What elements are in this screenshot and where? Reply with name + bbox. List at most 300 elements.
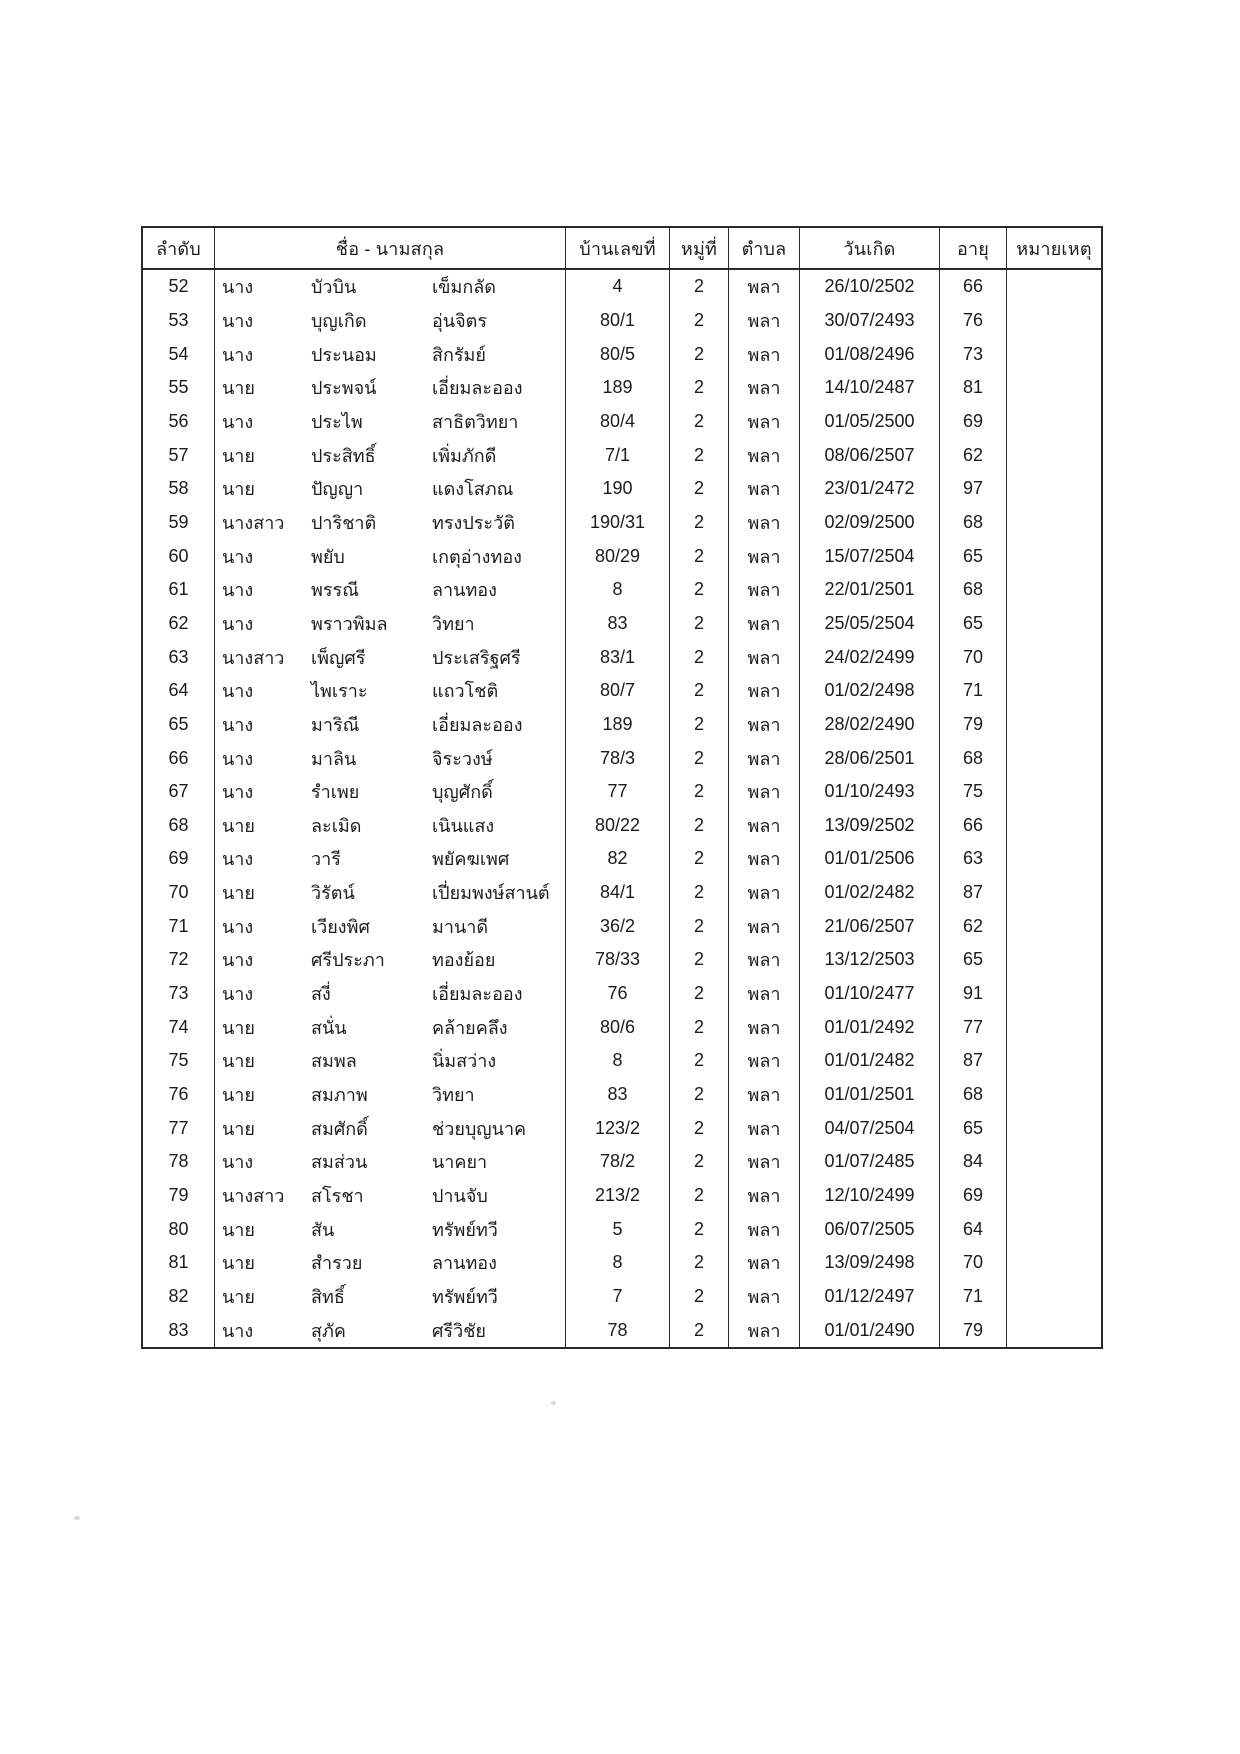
house-number-cell: 78 <box>566 1313 670 1347</box>
last-name: เปี่ยมพงษ์สานต์ <box>432 883 550 904</box>
last-name: มานาดี <box>432 916 489 937</box>
village-number-cell: 2 <box>670 909 729 943</box>
table-row <box>143 371 1101 405</box>
name-title: นาย <box>222 1085 255 1106</box>
age-cell: 62 <box>940 909 1007 943</box>
birthdate-cell: 15/07/2504 <box>800 539 940 573</box>
row-number-cell: 66 <box>143 741 215 775</box>
row-number-cell: 78 <box>143 1145 215 1179</box>
row-number-cell: 62 <box>143 607 215 641</box>
house-number-cell: 189 <box>566 371 670 405</box>
house-number-cell: 190 <box>566 472 670 506</box>
row-number-cell: 52 <box>143 270 215 304</box>
birthdate-cell: 01/10/2493 <box>800 775 940 809</box>
birthdate-cell: 13/09/2502 <box>800 809 940 843</box>
subdistrict-cell: พลา <box>729 1010 800 1044</box>
name-title: นางสาว <box>222 512 285 533</box>
remarks-cell <box>1007 876 1101 910</box>
first-name: วิรัตน์ <box>311 883 355 904</box>
table-row <box>143 943 1101 977</box>
name-title: นาย <box>222 815 255 836</box>
age-cell: 81 <box>940 371 1007 405</box>
table-row <box>143 708 1101 742</box>
subdistrict-cell: พลา <box>729 438 800 472</box>
name-title: นาง <box>222 714 254 735</box>
house-number-cell: 80/29 <box>566 539 670 573</box>
remarks-cell <box>1007 270 1101 304</box>
header-subdistrict: ตำบล <box>729 228 800 268</box>
birthdate-cell: 02/09/2500 <box>800 506 940 540</box>
table-row <box>143 1044 1101 1078</box>
row-number-cell: 57 <box>143 438 215 472</box>
last-name: ทรงประวัติ <box>432 512 515 533</box>
first-name: วารี <box>311 849 341 870</box>
last-name: เพิ่มภักดี <box>432 445 497 466</box>
name-title: นาย <box>222 445 255 466</box>
birthdate-cell: 28/02/2490 <box>800 708 940 742</box>
last-name: ลานทอง <box>432 1253 497 1274</box>
remarks-cell <box>1007 472 1101 506</box>
remarks-cell <box>1007 405 1101 439</box>
remarks-cell <box>1007 842 1101 876</box>
age-cell: 65 <box>940 607 1007 641</box>
age-cell: 62 <box>940 438 1007 472</box>
name-cell <box>215 1313 566 1347</box>
header-village-number: หมู่ที่ <box>670 228 729 268</box>
last-name: ทรัพย์ทวี <box>432 1219 498 1240</box>
age-cell: 97 <box>940 472 1007 506</box>
age-cell: 79 <box>940 708 1007 742</box>
table-row <box>143 270 1101 304</box>
last-name: คล้ายคลึง <box>432 1017 508 1038</box>
name-title: นาย <box>222 479 255 500</box>
name-title: นาง <box>222 546 254 567</box>
subdistrict-cell: พลา <box>729 405 800 439</box>
table-row <box>143 1078 1101 1112</box>
age-cell: 84 <box>940 1145 1007 1179</box>
first-name: ประสิทธิ์ <box>311 445 376 466</box>
row-number-cell: 63 <box>143 640 215 674</box>
name-title: นางสาว <box>222 647 285 668</box>
name-cell <box>215 1212 566 1246</box>
name-title: นาง <box>222 613 254 634</box>
house-number-cell: 80/22 <box>566 809 670 843</box>
house-number-cell: 84/1 <box>566 876 670 910</box>
row-number-cell: 80 <box>143 1212 215 1246</box>
table-row <box>143 438 1101 472</box>
birthdate-cell: 01/01/2492 <box>800 1010 940 1044</box>
remarks-cell <box>1007 1246 1101 1280</box>
birthdate-cell: 01/05/2500 <box>800 405 940 439</box>
name-cell <box>215 1111 566 1145</box>
table-row <box>143 640 1101 674</box>
table-row <box>143 539 1101 573</box>
table-row <box>143 977 1101 1011</box>
name-title: นาง <box>222 984 254 1005</box>
birthdate-cell: 01/08/2496 <box>800 337 940 371</box>
last-name: บุญศักดิ์ <box>432 782 493 803</box>
subdistrict-cell: พลา <box>729 1179 800 1213</box>
first-name: บัวบิน <box>311 277 357 298</box>
scan-speck <box>74 1516 80 1520</box>
subdistrict-cell: พลา <box>729 775 800 809</box>
village-number-cell: 2 <box>670 270 729 304</box>
subdistrict-cell: พลา <box>729 1280 800 1314</box>
row-number-cell: 64 <box>143 674 215 708</box>
village-number-cell: 2 <box>670 708 729 742</box>
age-cell: 66 <box>940 270 1007 304</box>
name-cell <box>215 270 566 304</box>
remarks-cell <box>1007 640 1101 674</box>
first-name: สมพล <box>311 1051 357 1072</box>
name-cell <box>215 337 566 371</box>
name-title: นาง <box>222 411 254 432</box>
village-number-cell: 2 <box>670 1010 729 1044</box>
house-number-cell: 7/1 <box>566 438 670 472</box>
name-cell <box>215 1010 566 1044</box>
house-number-cell: 77 <box>566 775 670 809</box>
name-title: นาย <box>222 378 255 399</box>
remarks-cell <box>1007 1010 1101 1044</box>
name-cell <box>215 1145 566 1179</box>
table-row <box>143 1145 1101 1179</box>
subdistrict-cell: พลา <box>729 1078 800 1112</box>
subdistrict-cell: พลา <box>729 1145 800 1179</box>
age-cell: 71 <box>940 674 1007 708</box>
birthdate-cell: 01/01/2501 <box>800 1078 940 1112</box>
first-name: พยับ <box>311 546 345 567</box>
table-row <box>143 607 1101 641</box>
last-name: วิทยา <box>432 1085 475 1106</box>
subdistrict-cell: พลา <box>729 977 800 1011</box>
birthdate-cell: 12/10/2499 <box>800 1179 940 1213</box>
birthdate-cell: 01/01/2506 <box>800 842 940 876</box>
first-name: สมส่วน <box>311 1152 368 1173</box>
first-name: ละเมิด <box>311 815 362 836</box>
table-row <box>143 842 1101 876</box>
subdistrict-cell: พลา <box>729 1246 800 1280</box>
first-name: สัน <box>311 1219 335 1240</box>
subdistrict-cell: พลา <box>729 876 800 910</box>
birthdate-cell: 08/06/2507 <box>800 438 940 472</box>
house-number-cell: 80/1 <box>566 304 670 338</box>
last-name: แถวโชติ <box>432 681 499 702</box>
remarks-cell <box>1007 809 1101 843</box>
name-cell <box>215 1246 566 1280</box>
remarks-cell <box>1007 573 1101 607</box>
first-name: เวียงพิศ <box>311 916 370 937</box>
birthdate-cell: 04/07/2504 <box>800 1111 940 1145</box>
subdistrict-cell: พลา <box>729 337 800 371</box>
subdistrict-cell: พลา <box>729 842 800 876</box>
table-row <box>143 909 1101 943</box>
last-name: เอี่ยมละออง <box>432 984 523 1005</box>
house-number-cell: 190/31 <box>566 506 670 540</box>
age-cell: 70 <box>940 640 1007 674</box>
name-title: นาง <box>222 344 254 365</box>
subdistrict-cell: พลา <box>729 304 800 338</box>
header-birthdate: วันเกิด <box>800 228 940 268</box>
name-cell <box>215 472 566 506</box>
last-name: สิกรัมย์ <box>432 344 486 365</box>
house-number-cell: 8 <box>566 1246 670 1280</box>
name-cell <box>215 809 566 843</box>
age-cell: 69 <box>940 405 1007 439</box>
village-number-cell: 2 <box>670 573 729 607</box>
remarks-cell <box>1007 674 1101 708</box>
age-cell: 68 <box>940 1078 1007 1112</box>
age-cell: 65 <box>940 1111 1007 1145</box>
village-number-cell: 2 <box>670 1246 729 1280</box>
age-cell: 75 <box>940 775 1007 809</box>
age-cell: 76 <box>940 304 1007 338</box>
last-name: สาธิตวิทยา <box>432 411 519 432</box>
age-cell: 66 <box>940 809 1007 843</box>
last-name: แดงโสภณ <box>432 479 514 500</box>
name-title: นาง <box>222 277 254 298</box>
house-number-cell: 78/2 <box>566 1145 670 1179</box>
first-name: ไพเราะ <box>311 681 368 702</box>
age-cell: 64 <box>940 1212 1007 1246</box>
village-number-cell: 2 <box>670 1280 729 1314</box>
last-name: ศรีวิชัย <box>432 1320 486 1341</box>
table-header-row <box>143 228 1101 270</box>
table-body <box>143 270 1101 1347</box>
subdistrict-cell: พลา <box>729 909 800 943</box>
village-number-cell: 2 <box>670 607 729 641</box>
name-cell <box>215 371 566 405</box>
subdistrict-cell: พลา <box>729 1111 800 1145</box>
remarks-cell <box>1007 1280 1101 1314</box>
last-name: นิ่มสว่าง <box>432 1051 497 1072</box>
name-cell <box>215 573 566 607</box>
table-row <box>143 506 1101 540</box>
header-house-number: บ้านเลขที่ <box>566 228 670 268</box>
row-number-cell: 71 <box>143 909 215 943</box>
row-number-cell: 67 <box>143 775 215 809</box>
house-number-cell: 76 <box>566 977 670 1011</box>
table-row <box>143 304 1101 338</box>
first-name: สมภาพ <box>311 1085 368 1106</box>
table-row <box>143 775 1101 809</box>
village-number-cell: 2 <box>670 371 729 405</box>
name-title: นาง <box>222 580 254 601</box>
village-number-cell: 2 <box>670 1179 729 1213</box>
subdistrict-cell: พลา <box>729 506 800 540</box>
name-title: นาย <box>222 1253 255 1274</box>
remarks-cell <box>1007 1078 1101 1112</box>
header-remarks: หมายเหตุ <box>1016 238 1092 259</box>
name-cell <box>215 438 566 472</box>
name-cell <box>215 909 566 943</box>
village-number-cell: 2 <box>670 506 729 540</box>
table-row <box>143 1212 1101 1246</box>
village-number-cell: 2 <box>670 1313 729 1347</box>
birthdate-cell: 26/10/2502 <box>800 270 940 304</box>
village-number-cell: 2 <box>670 1212 729 1246</box>
remarks-cell <box>1007 506 1101 540</box>
village-number-cell: 2 <box>670 472 729 506</box>
birthdate-cell: 01/10/2477 <box>800 977 940 1011</box>
subdistrict-cell: พลา <box>729 640 800 674</box>
name-cell <box>215 1044 566 1078</box>
row-number-cell: 82 <box>143 1280 215 1314</box>
birthdate-cell: 23/01/2472 <box>800 472 940 506</box>
name-cell <box>215 1078 566 1112</box>
table-row <box>143 741 1101 775</box>
subdistrict-cell: พลา <box>729 674 800 708</box>
village-number-cell: 2 <box>670 1111 729 1145</box>
remarks-cell <box>1007 539 1101 573</box>
birthdate-cell: 01/02/2498 <box>800 674 940 708</box>
row-number-cell: 55 <box>143 371 215 405</box>
house-number-cell: 7 <box>566 1280 670 1314</box>
first-name: สุภัค <box>311 1320 346 1341</box>
house-number-cell: 8 <box>566 573 670 607</box>
last-name: เอี่ยมละออง <box>432 714 523 735</box>
house-number-cell: 80/5 <box>566 337 670 371</box>
first-name: ปาริชาติ <box>311 512 377 533</box>
first-name: สำรวย <box>311 1253 363 1274</box>
name-cell <box>215 405 566 439</box>
registry-table <box>141 226 1103 1349</box>
remarks-cell <box>1007 775 1101 809</box>
name-cell <box>215 741 566 775</box>
birthdate-cell: 25/05/2504 <box>800 607 940 641</box>
first-name: สมศักดิ์ <box>311 1118 368 1139</box>
name-title: นาย <box>222 1287 255 1308</box>
house-number-cell: 189 <box>566 708 670 742</box>
name-cell <box>215 539 566 573</box>
row-number-cell: 69 <box>143 842 215 876</box>
house-number-cell: 83/1 <box>566 640 670 674</box>
name-cell <box>215 977 566 1011</box>
name-cell <box>215 506 566 540</box>
age-cell: 73 <box>940 337 1007 371</box>
table-row <box>143 1246 1101 1280</box>
birthdate-cell: 30/07/2493 <box>800 304 940 338</box>
table-row <box>143 809 1101 843</box>
remarks-cell <box>1007 1313 1101 1347</box>
header-number: ลำดับ <box>143 228 215 268</box>
row-number-cell: 59 <box>143 506 215 540</box>
table-row <box>143 1010 1101 1044</box>
village-number-cell: 2 <box>670 842 729 876</box>
first-name: รำเพย <box>311 782 360 803</box>
first-name: สนั่น <box>311 1017 347 1038</box>
name-cell <box>215 674 566 708</box>
house-number-cell: 123/2 <box>566 1111 670 1145</box>
age-cell: 71 <box>940 1280 1007 1314</box>
name-title: นาย <box>222 1017 255 1038</box>
row-number-cell: 60 <box>143 539 215 573</box>
village-number-cell: 2 <box>670 304 729 338</box>
row-number-cell: 65 <box>143 708 215 742</box>
subdistrict-cell: พลา <box>729 708 800 742</box>
subdistrict-cell: พลา <box>729 809 800 843</box>
last-name: ลานทอง <box>432 580 497 601</box>
last-name: วิทยา <box>432 613 475 634</box>
scan-speck <box>551 1401 556 1405</box>
remarks-cell <box>1007 1111 1101 1145</box>
remarks-cell <box>1007 438 1101 472</box>
first-name: ศรีประภา <box>311 950 385 971</box>
house-number-cell: 82 <box>566 842 670 876</box>
subdistrict-cell: พลา <box>729 741 800 775</box>
birthdate-cell: 24/02/2499 <box>800 640 940 674</box>
birthdate-cell: 01/07/2485 <box>800 1145 940 1179</box>
first-name: ประไพ <box>311 411 363 432</box>
name-title: นาย <box>222 1118 255 1139</box>
name-title: นาง <box>222 1152 254 1173</box>
first-name: สโรชา <box>311 1186 364 1207</box>
name-title: นาง <box>222 950 254 971</box>
last-name: ปานจับ <box>432 1186 488 1207</box>
house-number-cell: 5 <box>566 1212 670 1246</box>
remarks-cell <box>1007 371 1101 405</box>
village-number-cell: 2 <box>670 405 729 439</box>
village-number-cell: 2 <box>670 741 729 775</box>
age-cell: 68 <box>940 741 1007 775</box>
subdistrict-cell: พลา <box>729 607 800 641</box>
village-number-cell: 2 <box>670 539 729 573</box>
remarks-cell <box>1007 741 1101 775</box>
first-name: มาริณี <box>311 714 360 735</box>
row-number-cell: 54 <box>143 337 215 371</box>
house-number-cell: 213/2 <box>566 1179 670 1213</box>
row-number-cell: 77 <box>143 1111 215 1145</box>
name-cell <box>215 943 566 977</box>
birthdate-cell: 06/07/2505 <box>800 1212 940 1246</box>
row-number-cell: 75 <box>143 1044 215 1078</box>
age-cell: 69 <box>940 1179 1007 1213</box>
age-cell: 63 <box>940 842 1007 876</box>
birthdate-cell: 13/12/2503 <box>800 943 940 977</box>
birthdate-cell: 13/09/2498 <box>800 1246 940 1280</box>
name-title: นาง <box>222 310 254 331</box>
remarks-cell <box>1007 977 1101 1011</box>
row-number-cell: 68 <box>143 809 215 843</box>
header-age: อายุ <box>940 228 1007 268</box>
remarks-cell <box>1007 943 1101 977</box>
first-name: ประพจน์ <box>311 378 377 399</box>
table-row <box>143 1280 1101 1314</box>
subdistrict-cell: พลา <box>729 943 800 977</box>
table-row <box>143 876 1101 910</box>
table-row <box>143 1313 1101 1347</box>
name-title: นาง <box>222 849 254 870</box>
last-name: พยัคฆเพศ <box>432 849 510 870</box>
first-name: มาลิน <box>311 748 357 769</box>
last-name: ประเสริฐศรี <box>432 647 521 668</box>
house-number-cell: 78/3 <box>566 741 670 775</box>
village-number-cell: 2 <box>670 876 729 910</box>
house-number-cell: 80/6 <box>566 1010 670 1044</box>
last-name: ทรัพย์ทวี <box>432 1287 498 1308</box>
name-title: นาง <box>222 916 254 937</box>
village-number-cell: 2 <box>670 809 729 843</box>
name-cell <box>215 775 566 809</box>
birthdate-cell: 28/06/2501 <box>800 741 940 775</box>
last-name: เอี่ยมละออง <box>432 378 523 399</box>
house-number-cell: 83 <box>566 1078 670 1112</box>
name-title: นาง <box>222 782 254 803</box>
last-name: ช่วยบุญนาค <box>432 1118 527 1139</box>
house-number-cell: 80/7 <box>566 674 670 708</box>
table-row <box>143 337 1101 371</box>
remarks-cell <box>1007 304 1101 338</box>
table-row <box>143 573 1101 607</box>
